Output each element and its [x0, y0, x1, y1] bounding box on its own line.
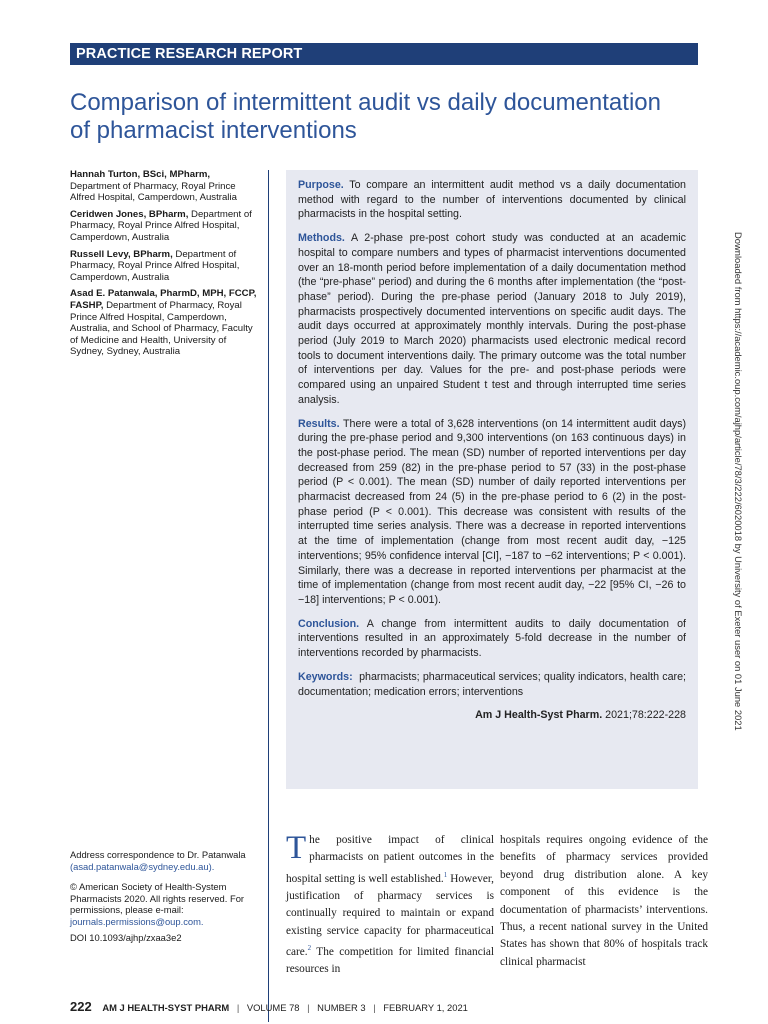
column-divider — [268, 170, 269, 1022]
abstract-methods — [298, 231, 686, 407]
body-column-1 — [286, 832, 494, 979]
keywords-text: pharmacists; pharmaceutical services; quality indicators, health care; documentation; medication errors; interventions — [298, 670, 686, 698]
drop-cap: T — [286, 830, 307, 866]
section-banner: PRACTICE RESEARCH REPORT — [70, 43, 698, 65]
conclusion-heading: Conclusion. — [298, 617, 360, 630]
download-note — [733, 232, 750, 802]
author-name: Asad E. Patanwala, PharmD, MPH, FCCP, FASHP, — [70, 288, 257, 311]
author-entry — [70, 209, 260, 244]
purpose-text: To compare an intermittent audit method vs a daily documentation method with regard to the number of interventions documented by clinical pharmacists in the hospital setting. — [298, 179, 687, 221]
citation — [298, 708, 686, 723]
page-number: 222 — [70, 999, 92, 1014]
citation-ref: 2021;78:222-228 — [605, 709, 686, 722]
author-name: Hannah Turton, BSci, MPharm, — [70, 169, 211, 180]
citation-journal: Am J Health-Syst Pharm. — [475, 709, 603, 722]
author-entry — [70, 169, 260, 204]
correspondence-email-link[interactable]: (asad.patanwala@sydney.edu.au). — [70, 860, 215, 872]
keywords-heading: Keywords: — [298, 670, 353, 683]
issue-date: FEBRUARY 1, 2021 — [383, 1002, 468, 1013]
reference-2[interactable]: 2 — [307, 944, 312, 953]
permissions-email-link[interactable]: journals.permissions@oup.com. — [70, 915, 204, 927]
author-affiliation: Department of Pharmacy, Royal Prince Alfred Hospital, Camperdown, Australia, and School of Pharmacy, Faculty of Medicine and Health, University of Sydney, Sydney, Australia — [70, 299, 253, 358]
author-list — [70, 169, 260, 363]
methods-text: A 2-phase pre-post cohort study was conducted at an academic hospital to compare numbers and types of pharmacist interventions documented over an 18-month period before implementation of a daily documentation method (the “pre-phase” period) and during the 6 months after implementation (the “post-phase” period). During the pre-phase period (January 2018 to July 2019), pharmacists prospectively documented interventions on specific audit days. The audit days occurred at approximately monthly intervals. During the post-phase period (July 2019 to March 2020) pharmacists used electronic medical record tools to document interventions daily. The primary outcome was the total number of interventions per day. Values for the pre- and post-phase periods were compared using an unpaired Student t test and through interrupted time series analysis. — [298, 232, 686, 406]
body-text: The competition for limited financial resources in — [286, 945, 494, 976]
author-name: Ceridwen Jones, BPharm, — [70, 208, 189, 220]
author-entry — [70, 288, 260, 358]
author-affiliation: Department of Pharmacy, Royal Prince Alfred Hospital, Camperdown, Australia — [70, 180, 237, 204]
separator: | — [236, 1002, 240, 1013]
title-line-1: Comparison of intermittent audit vs daily documentation — [70, 89, 661, 116]
volume: VOLUME 78 — [246, 1002, 300, 1013]
article-title — [70, 89, 710, 145]
copyright-notice — [70, 881, 260, 927]
purpose-heading: Purpose. — [298, 179, 344, 191]
separator: | — [373, 1002, 376, 1013]
abstract-purpose — [298, 178, 686, 222]
title-line-2: of pharmacist interventions — [70, 117, 357, 144]
abstract-box — [286, 170, 698, 789]
body-column-2 — [500, 832, 708, 971]
separator: | — [307, 1002, 310, 1013]
body-text: However, justification of pharmacy services is continually required to maintain or expand existing service capacity for pharmaceutical care. — [286, 872, 494, 958]
abstract-results — [298, 417, 686, 608]
body-text: hospitals requires ongoing evidence of the benefits of pharmacy services provided beyond drug distribution alone. A key component of this evidence is the documentation of pharmacists’ interventions. Thus, a recent national survey in the United States has shown that 80% of hospitals track clinical pharmacist — [500, 834, 708, 968]
author-affiliation: Department of Pharmacy, Royal Prince Alfred Hospital, Camperdown, Australia — [70, 208, 252, 243]
copyright-text: © American Society of Health-System Pharmacists 2020. All rights reserved. For permissions, please e-mail: — [70, 881, 245, 916]
correspondence-address: Address correspondence to Dr. Patanwala — [70, 849, 246, 860]
page-footer — [70, 999, 468, 1014]
doi: DOI 10.1093/ajhp/zxaa3e2 — [70, 931, 182, 943]
abstract-conclusion — [298, 617, 686, 661]
author-name: Russell Levy, BPharm, — [70, 248, 173, 260]
abstract-keywords — [298, 670, 686, 699]
issue-number: NUMBER 3 — [317, 1002, 366, 1013]
conclusion-text: A change from intermittent audits to daily documentation of interventions resulted in an approximately 5-fold decrease in the number of interventions recorded by pharmacists. — [298, 617, 686, 660]
methods-heading: Methods. — [298, 232, 345, 245]
results-text: There were a total of 3,628 interventions (on 14 intermittent audit days) during the pre-phase period and 9,300 interventions (on 163 continuous days) in the post-phase period. The mean (SD) number of reported interventions per day decreased from 259 (82) in the pre-phase period to 57 (33) in the post-phase period (P < 0.001). The mean (SD) number of daily reported interventions per pharmacist decreased from 24 (5) in the pre-phase period to 6 (2) in the post-phase period (P < 0.001). This decrease was consistent with results of the interrupted time series analysis. There was a decrease in reported interventions at the time of implementation (change from most recent audit day, −125 interventions; 95% confidence interval [CI], −187 to −62 interventions; P < 0.001). Similarly, there was a decrease in reported interventions per pharmacist at the time of implementation (change from most recent audit day, −22 [95% CI, −26 to −18] interventions; P < 0.001). — [298, 417, 687, 606]
author-entry — [70, 249, 260, 284]
results-heading: Results. — [298, 417, 340, 430]
correspondence-block — [70, 849, 260, 943]
download-note-text: Downloaded from https://academic.oup.com/ajhp/article/78/3/222/6020018 by University of Exeter user on 01 June 2021 — [733, 232, 744, 731]
author-affiliation: Department of Pharmacy, Royal Prince Alfred Hospital, Camperdown, Australia — [70, 248, 240, 283]
reference-1[interactable]: 1 — [443, 870, 448, 879]
body-text: he positive impact of clinical pharmacists on patient outcomes in the hospital setting is well established. — [286, 834, 494, 885]
journal-name: AM J HEALTH-SYST PHARM — [102, 1002, 230, 1013]
